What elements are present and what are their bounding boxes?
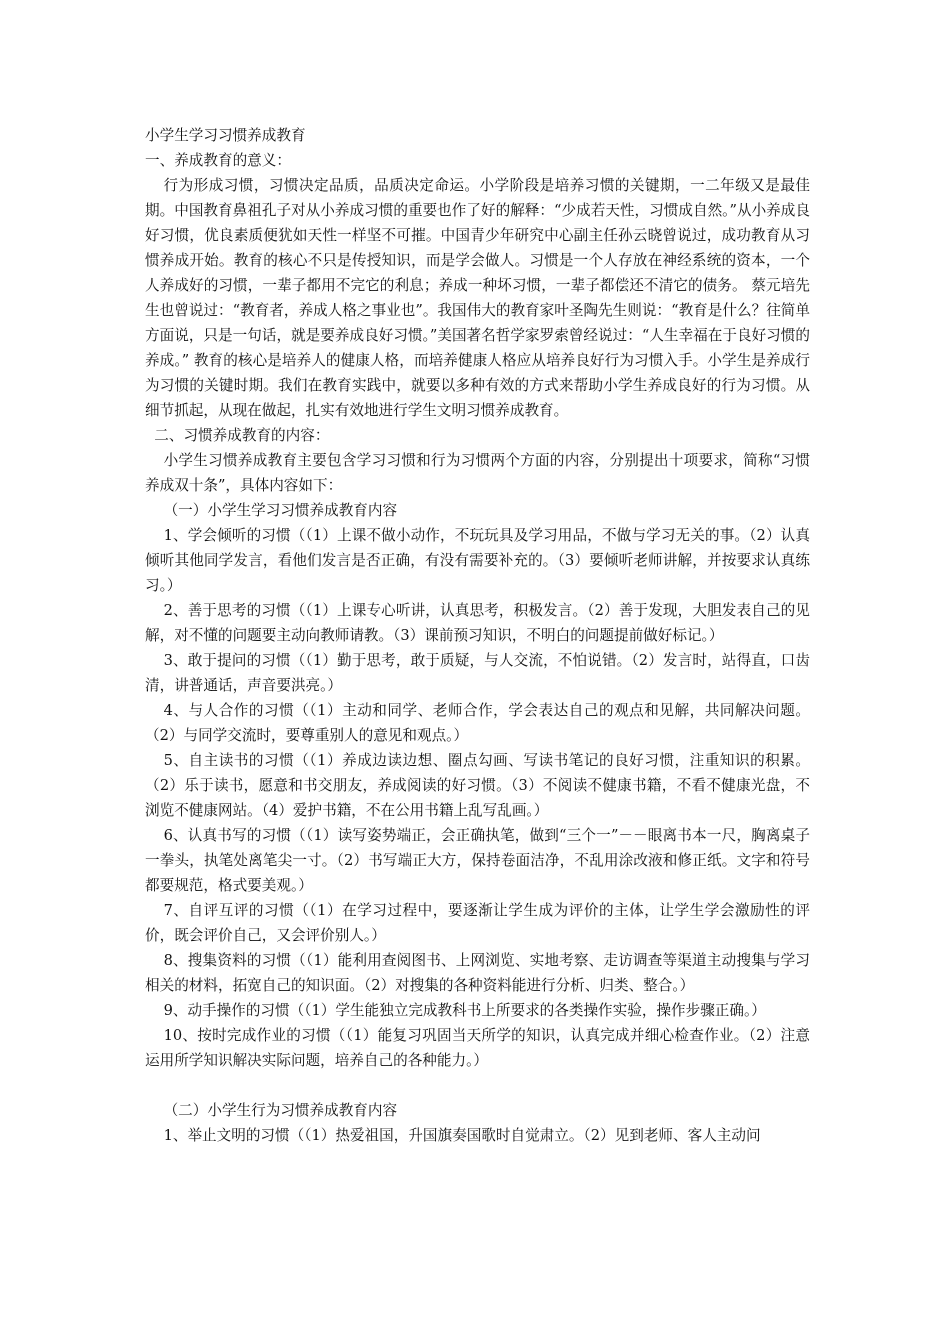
document-title: 小学生学习习惯养成教育: [145, 127, 306, 144]
part-1-item-8: 8、搜集资料的习惯（（1）能利用查阅图书、上网浏览、实地考察、走访调查等渠道主动搜集与学习相关的材料，拓宽自己的知识面。（2）对搜集的各种资料能进行分析、归类、整合。）: [145, 952, 810, 994]
section-1-paragraph: 行为形成习惯，习惯决定品质，品质决定命运。小学阶段是培养习惯的关键期，一二年级又是最佳期。中国教育鼻祖孔子对从小养成习惯的重要也作了好的解释：“少成若天性，习惯成自然。”从小养成良好习惯，优良素质便犹如天性一样坚不可摧。中国青少年研究中心副主任孙云晓曾说过，成功教育从习惯养成开始。教育的核心不只是传授知识，而是学会做人。习惯是一个人存放在神经系统的资本，一个人养成好的习惯，一辈子都用不完它的利息；养成一种坏习惯，一辈子都偿还不清它的债务。 蔡元培先生也曾说过：“教育者，养成人格之事业也”。我国伟大的教育家叶圣陶先生则说：“教育是什么？往简单方面说，只是一句话，就是要养成良好习惯。”美国著名哲学家罗索曾经说过：“人生幸福在于良好习惯的养成。” 教育的核心是培养人的健康人格，而培养健康人格应从培养良好行为习惯入手。小学生是养成行为习惯的关键时期。我们在教育实践中，就要以多种有效的方式来帮助小学生养成良好的行为习惯。从细节抓起，从现在做起，扎实有效地进行学生文明习惯养成教育。: [145, 177, 810, 419]
section-1-heading: 一、养成教育的意义：: [145, 152, 291, 169]
blank-line: [145, 1073, 810, 1098]
part-1-item-5: 5、自主读书的习惯（（1）养成边读边想、圈点勾画、写读书笔记的良好习惯，注重知识的积累。（2）乐于读书，愿意和书交朋友，养成阅读的好习惯。（3）不阅读不健康书籍，不看不健康光盘，不浏览不健康网站。（4）爱护书籍，不在公用书籍上乱写乱画。）: [145, 752, 810, 819]
part-1-item-10: 10、按时完成作业的习惯（（1）能复习巩固当天所学的知识，认真完成并细心检查作业。（2）注意运用所学知识解决实际问题，培养自己的各种能力。）: [145, 1027, 810, 1069]
part-1-item-7: 7、自评互评的习惯（（1）在学习过程中，要逐渐让学生成为评价的主体，让学生学会激励性的评价，既会评价自己，又会评价别人。）: [145, 902, 810, 944]
part-2-item-1: 1、举止文明的习惯（（1）热爱祖国，升国旗奏国歌时自觉肃立。（2）见到老师、客人主动问: [163, 1127, 761, 1144]
part-1-item-1: 1、学会倾听的习惯（（1）上课不做小动作，不玩玩具及学习用品，不做与学习无关的事。（2）认真倾听其他同学发言，看他们发言是否正确，有没有需要补充的。（3）要倾听老师讲解，并按要求认真练习。）: [145, 527, 810, 594]
document-body: [145, 123, 810, 1148]
part-1-heading: （一）小学生学习习惯养成教育内容: [163, 502, 398, 519]
section-2-intro: 小学生习惯养成教育主要包含学习习惯和行为习惯两个方面的内容，分别提出十项要求，简称“习惯养成双十条”，具体内容如下：: [145, 452, 810, 494]
part-1-item-6: 6、认真书写的习惯（（1）读写姿势端正，会正确执笔，做到“三个一”－－眼离书本一尺，胸离桌子一拳头，执笔处离笔尖一寸。（2）书写端正大方，保持卷面洁净，不乱用涂改液和修正纸。文字和符号都要规范，格式要美观。）: [145, 827, 810, 894]
section-2-heading: 二、习惯养成教育的内容：: [154, 427, 330, 444]
part-1-item-4: 4、与人合作的习惯（（1）主动和同学、老师合作，学会表达自己的观点和见解，共同解决问题。（2）与同学交流时，要尊重别人的意见和观点。）: [145, 702, 810, 744]
part-1-item-2: 2、善于思考的习惯（（1）上课专心听讲，认真思考，积极发言。（2）善于发现，大胆发表自己的见解，对不懂的问题要主动向教师请教。（3）课前预习知识，不明白的问题提前做好标记。）: [145, 602, 810, 644]
part-1-item-3: 3、敢于提问的习惯（（1）勤于思考，敢于质疑，与人交流，不怕说错。（2）发言时，站得直，口齿清，讲普通话，声音要洪亮。）: [145, 652, 810, 694]
part-1-item-9: 9、动手操作的习惯（（1）学生能独立完成教科书上所要求的各类操作实验，操作步骤正确。）: [163, 1002, 766, 1019]
part-2-heading: （二）小学生行为习惯养成教育内容: [163, 1102, 398, 1119]
